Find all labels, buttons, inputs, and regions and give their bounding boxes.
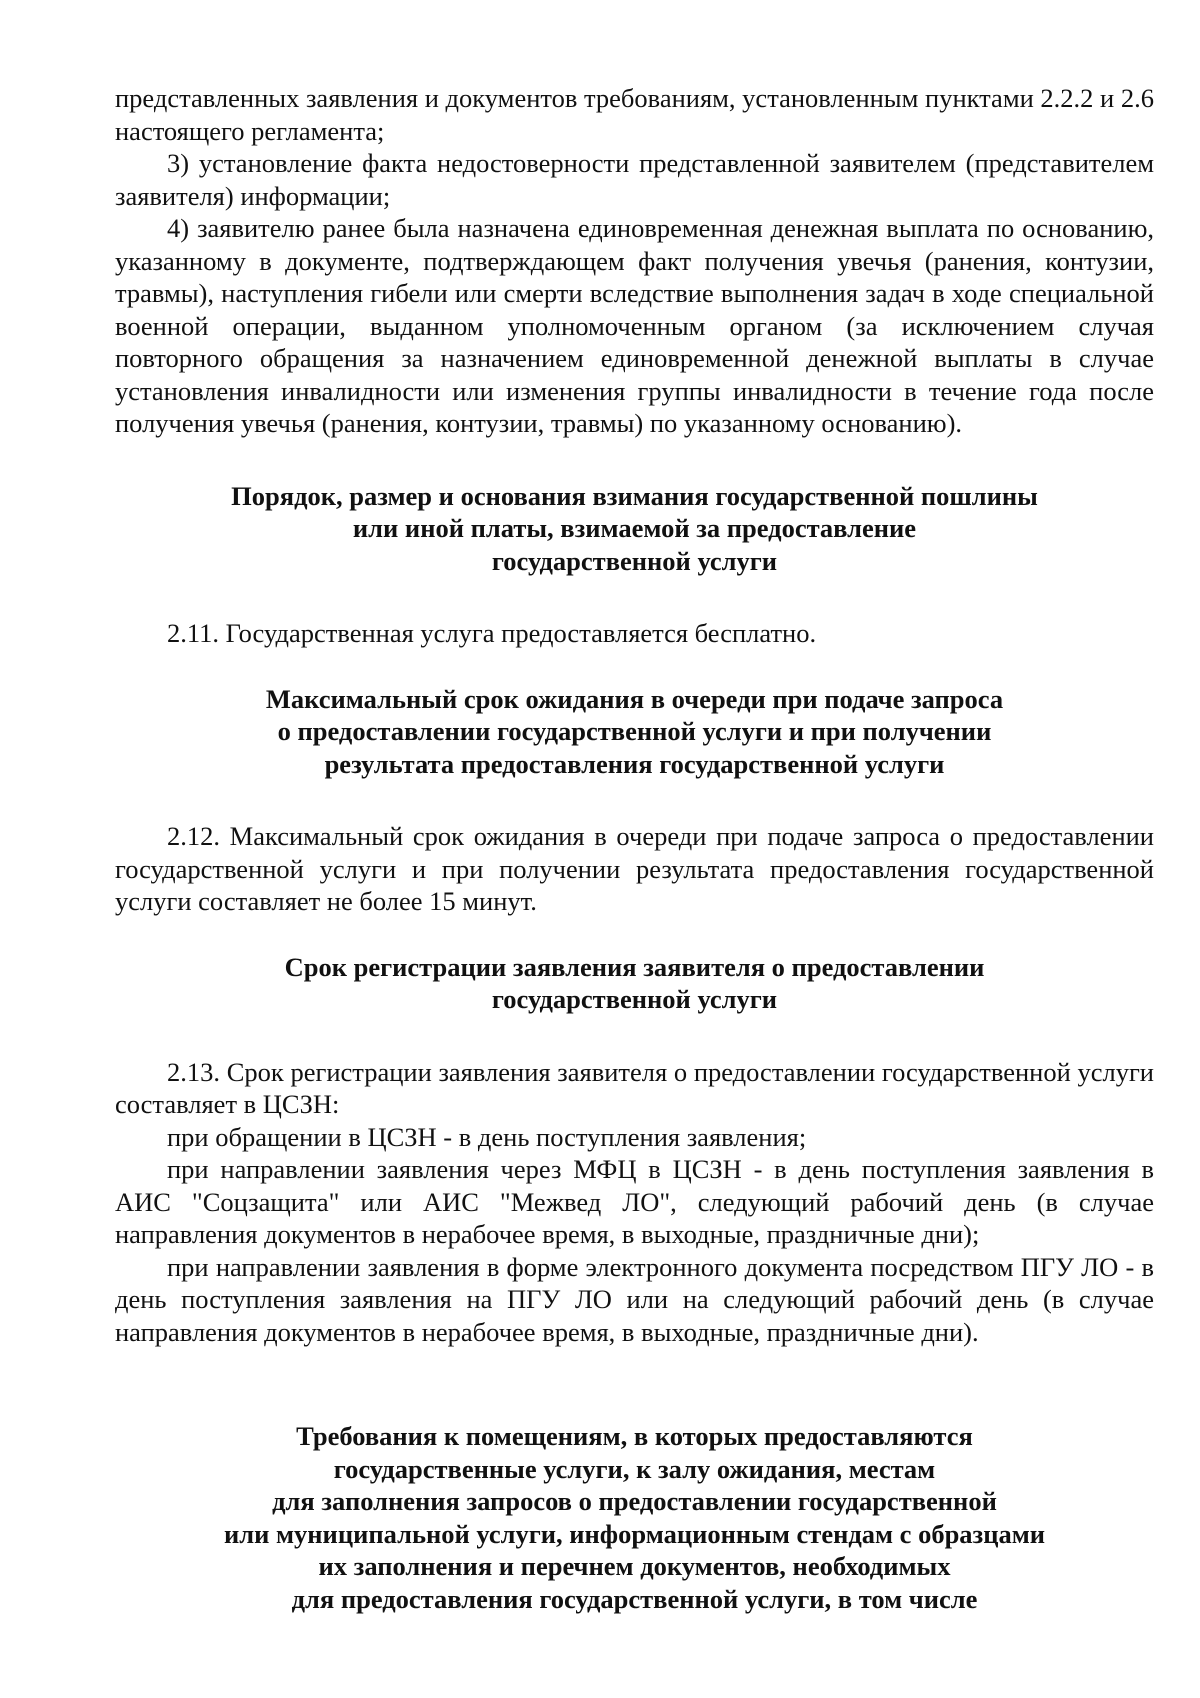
paragraph-item-3: 3) установление факта недостоверности представленной заявителем (представителем заявителя) информации; [115, 148, 1154, 211]
section-heading-registration: Срок регистрации заявления заявителя о предоставлении государственной услуги [284, 951, 985, 1014]
paragraph-item-4: 4) заявителю ранее была назначена единовременная денежная выплата по основанию, указанному в документе, подтверждающем факт получения увечья (ранения, контузии, травмы), наступления гибели или смерти вследствие выполнения задач в ходе специальной военной операции, выданном уполномоченным органом (за исключением случая повторного обращения за назначением единовременной денежной выплаты в случае установления инвалидности или изменения группы инвалидности в течение года после получения увечья (ранения, контузии, травмы) по указанному основанию). [115, 213, 1154, 438]
paragraph-2-13-pgu: при направлении заявления в форме электронного документа посредством ПГУ ЛО - в день поступления заявления на ПГУ ЛО или на следующий рабочий день (в случае направления документов в нерабочее время, в выходные, праздничные дни). [115, 1251, 1154, 1347]
paragraph-2-13-csz: при обращении в ЦСЗН - в день поступления заявления; [167, 1121, 807, 1152]
paragraph-2-12: 2.12. Максимальный срок ожидания в очереди при подаче запроса о предоставлении государственной услуги и при получении результата предоставления государственной услуги составляет не более 15 минут. [115, 821, 1154, 916]
paragraph-2-13: 2.13. Срок регистрации заявления заявителя о предоставлении государственной услуги составляет в ЦСЗН: [115, 1056, 1154, 1119]
section-heading-queue: Максимальный срок ожидания в очереди при подаче запроса о предоставлении государственной услуги и при получении результата предоставления государственной услуги [265, 683, 1004, 779]
section-heading-fee: Порядок, размер и основания взимания государственной пошлины или иной платы, взимаемой за предоставление государственной услуги [231, 480, 1038, 576]
paragraph-2-13-mfc: при направлении заявления через МФЦ в ЦСЗН - в день поступления заявления в АИС "Соцзащита" или АИС "Межвед ЛО", следующий рабочий день (в случае направления документов в нерабочее время, в выходные, праздничные дни); [115, 1154, 1154, 1249]
document-page [115, 82, 1154, 1615]
section-heading-premises: Требования к помещениям, в которых предоставляются государственные услуги, к залу ожидания, местам для заполнения запросов о предоставлении государственной или муниципальной услуги, информационным стендам с образцами их заполнения и перечнем документов, необходимых для предоставления государственной услуги, в том числе [223, 1421, 1046, 1614]
paragraph-2-11: 2.11. Государственная услуга предоставляется бесплатно. [167, 618, 817, 648]
paragraph-continuation: представленных заявления и документов требованиям, установленным пунктами 2.2.2 и 2.6 настоящего регламента; [115, 83, 1154, 146]
